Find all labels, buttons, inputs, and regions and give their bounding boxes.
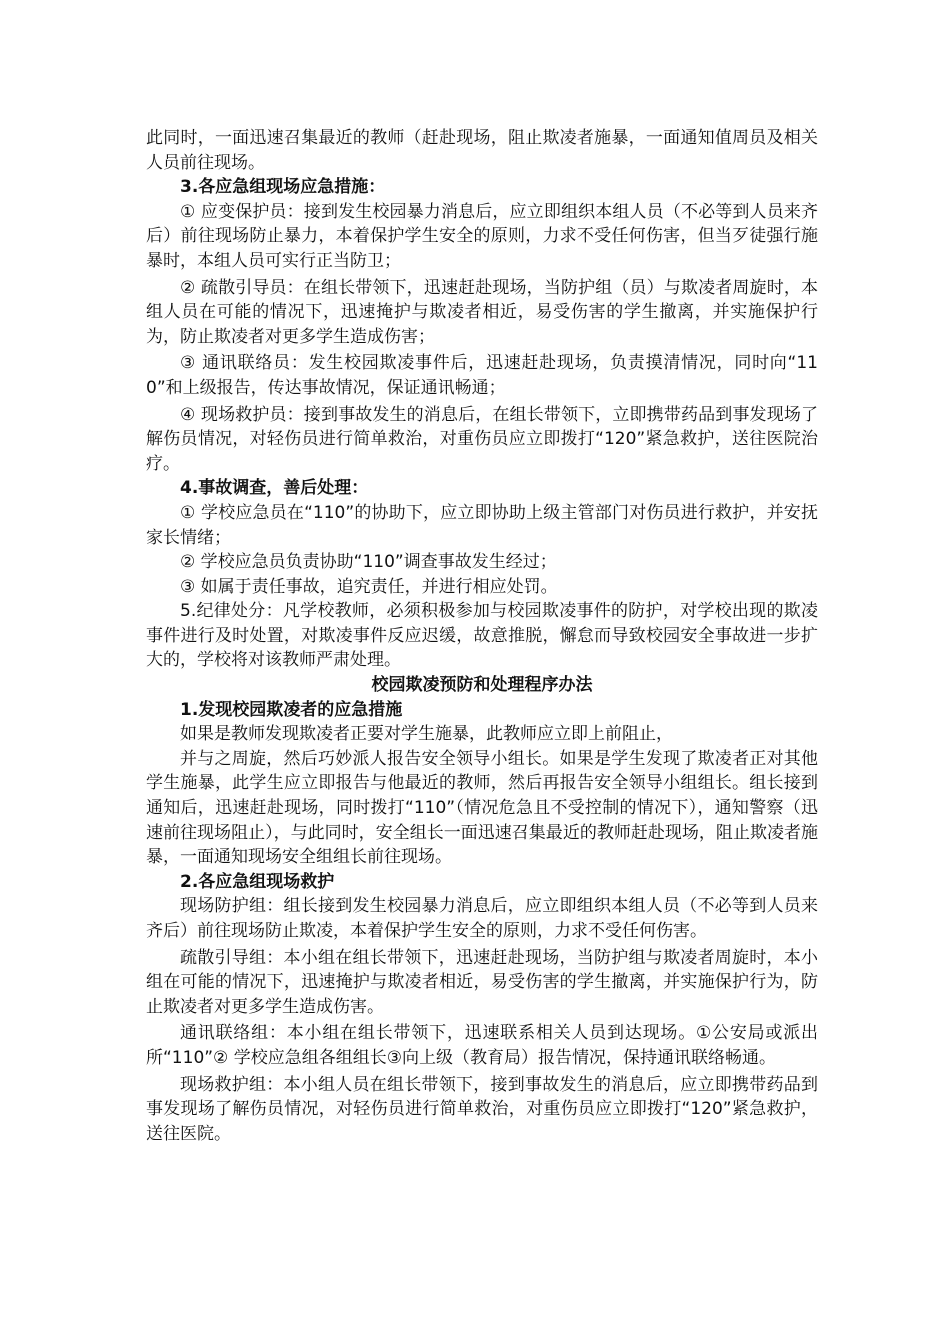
paragraph-procedure: 并与之周旋，然后巧妙派人报告安全领导小组长。如果是学生发现了欺凌者正对其他学生施暴，此学生应立即报告与他最近的教师，然后再报告安全领导小组组长。组长接到通知后，迅速赶赴现场，同时拨打“110”（情况危急且不受控制的情况下），通知警察（迅速前往现场阻止），与此同时，安全组长一面迅速召集最近的教师赶赴现场，阻止欺凌者施暴，一面通知现场安全组组长前往现场。 [146, 748, 818, 868]
paragraph-communication-group: 通讯联络组：本小组在组长带领下，迅速联系相关人员到达现场。①公安局或派出所“110”② 学校应急组各组组长③向上级（教育局）报告情况，保持通讯联络畅通。 [146, 1023, 818, 1068]
section-heading-1: 1.发现校园欺凌者的应急措施 [180, 699, 403, 720]
paragraph-investigation-1: ① 学校应急员在“110”的协助下，应立即协助上级主管部门对伤员进行救护，并安抚家长情绪； [146, 502, 818, 548]
paragraph-discipline: 5.纪律处分：凡学校教师，必须积极参加与校园欺凌事件的防护，对学校出现的欺凌事件进行及时处置，对欺凌事件反应迟缓，故意推脱，懈怠而导致校园安全事故进一步扩大的，学校将对该教师严肃处理。 [146, 601, 818, 671]
section-heading-2: 2.各应急组现场救护 [180, 871, 335, 892]
section-heading-3: 3.各应急组现场应急措施： [180, 177, 386, 198]
paragraph-evacuation: ② 疏散引导员：在组长带领下，迅速赶赴现场，当防护组（员）与欺凌者周旋时，本组人员在可能的情况下，迅速掩护与欺凌者相近，易受伤害的学生撤离，并实施保护行为，防止欺凌者对更多学生造成伤害； [146, 277, 818, 347]
paragraph-investigation-3: ③ 如属于责任事故，追究责任，并进行相应处罚。 [180, 576, 558, 597]
paragraph-protection-group: 现场防护组：组长接到发生校园暴力消息后，应立即组织本组人员（不必等到人员来齐后）前往现场防止欺凌，本着保护学生安全的原则，力求不受任何伤害。 [146, 896, 818, 941]
paragraph-teacher-discovery: 如果是教师发现欺凌者正要对学生施暴，此教师应立即上前阻止， [180, 724, 673, 745]
paragraph-evacuation-group: 疏散引导组：本小组在组长带领下，迅速赶赴现场，当防护组与欺凌者周旋时，本小组在可能的情况下，迅速掩护与欺凌者相近，易受伤害的学生撤离，并实施保护行为，防止欺凌者对更多学生造成伤害。 [146, 947, 818, 1017]
paragraph-communication: ③ 通讯联络员：发生校园欺凌事件后，迅速赶赴现场，负责摸清情况，同时向“110”和上级报告，传达事故情况，保证通讯畅通； [146, 353, 818, 398]
paragraph-rescue: ④ 现场救护员：接到事故发生的消息后，在组长带领下，立即携带药品到事发现场了解伤员情况，对轻伤员进行简单救治，对重伤员应立即拨打“120”紧急救护，送往医院治疗。 [146, 404, 818, 474]
section-heading-4: 4.事故调查，善后处理： [180, 478, 369, 499]
document-body [146, 126, 818, 1146]
section-title: 校园欺凌预防和处理程序办法 [371, 675, 593, 696]
paragraph-investigation-2: ② 学校应急员负责协助“110”调查事故发生经过； [180, 552, 557, 573]
paragraph-protector: ① 应变保护员：接到发生校园暴力消息后，应立即组织本组人员（不必等到人员来齐后）前往现场防止暴力，本着保护学生安全的原则，力求不受任何伤害，但当歹徒强行施暴时，本组人员可实行正当防卫； [146, 201, 818, 271]
paragraph-rescue-group: 现场救护组：本小组人员在组长带领下，接到事故发生的消息后，应立即携带药品到事发现场了解伤员情况，对轻伤员进行简单救治，对重伤员应立即拨打“120”紧急救护，送往医院。 [146, 1074, 818, 1144]
paragraph-continuation: 此同时，一面迅速召集最近的教师（赶赴现场，阻止欺凌者施暴，一面通知值周员及相关人员前往现场。 [146, 128, 818, 173]
